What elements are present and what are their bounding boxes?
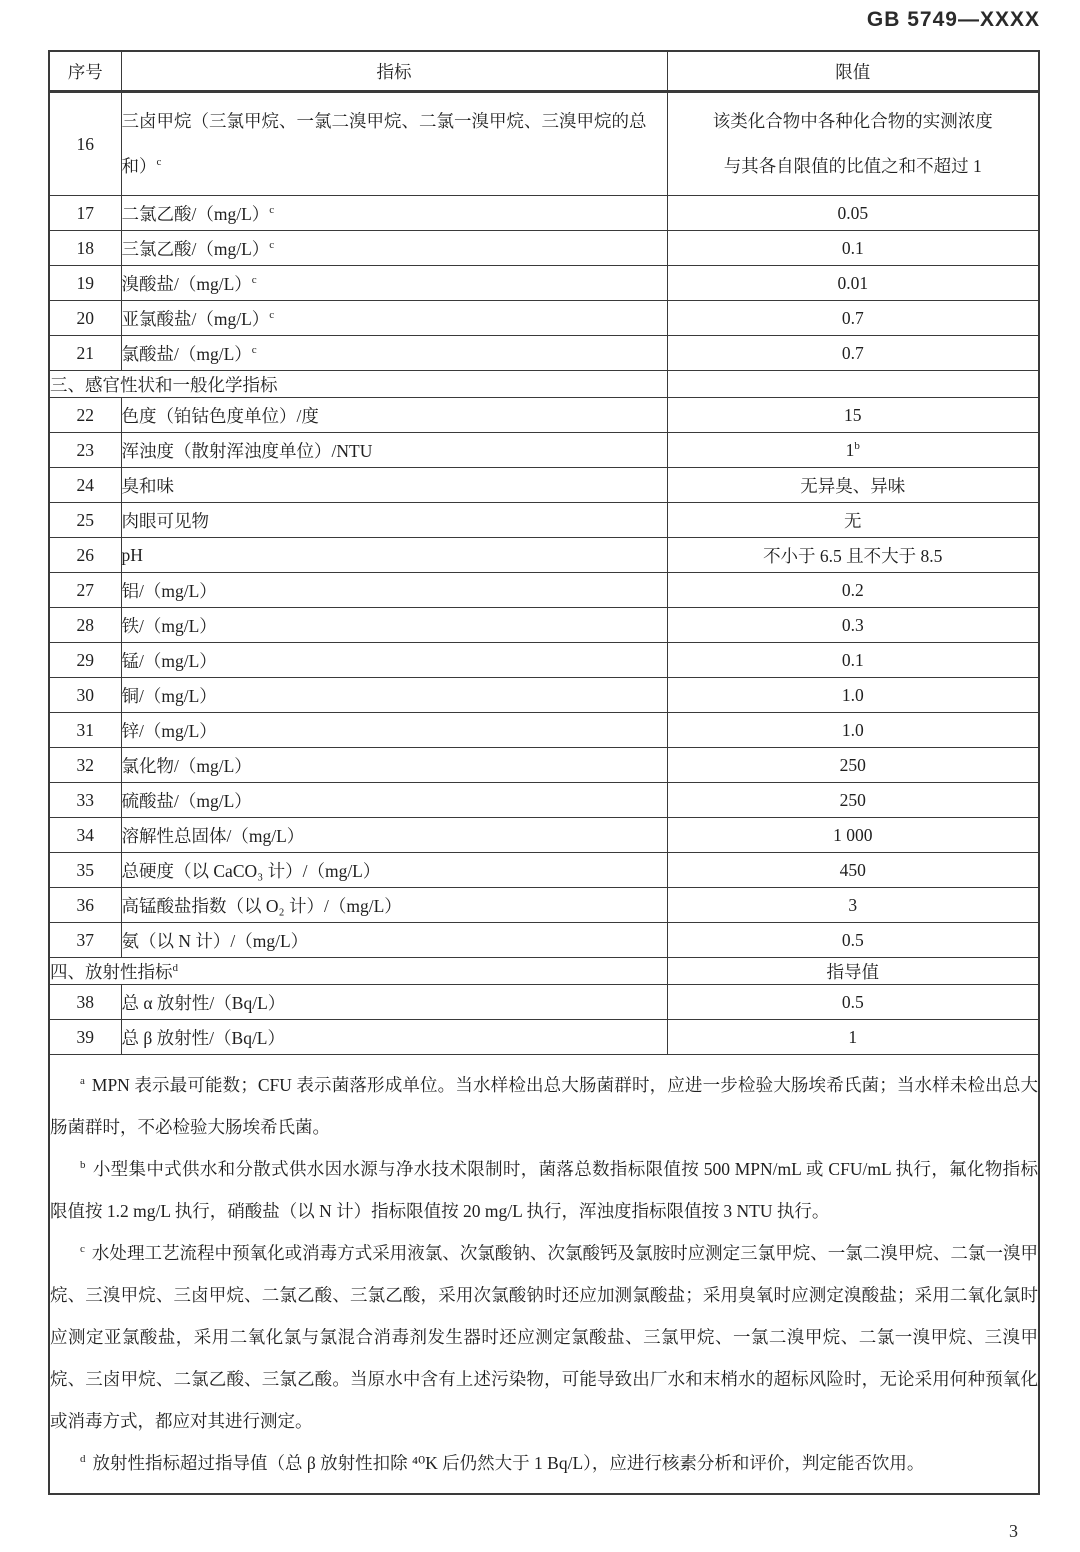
section-label [49, 371, 667, 398]
column-header-limit: 限值 [667, 51, 1039, 92]
limit-cell [667, 783, 1039, 818]
table-row [49, 398, 1039, 433]
indicator-text: 亚氯酸盐/（mg/L） [121, 308, 270, 329]
limit-text: 3 [848, 894, 858, 915]
indicator-text: 氯酸盐/（mg/L） [121, 343, 252, 364]
column-header-no: 序号 [49, 51, 121, 92]
indicator-cell [121, 503, 667, 538]
table-row [49, 748, 1039, 783]
table-row [49, 503, 1039, 538]
table-row [49, 573, 1039, 608]
indicator-cell [121, 853, 667, 888]
indicator-text: 溶解性总固体/（mg/L） [121, 825, 305, 846]
row-number: 33 [49, 783, 121, 818]
limit-text: 250 [839, 754, 866, 775]
limit-text: 该类化合物中各种化合物的实测浓度 与其各自限值的比值之和不超过 1 [712, 111, 993, 176]
table-row [49, 538, 1039, 573]
limit-text: 1.0 [841, 684, 864, 705]
section-limit-label [667, 371, 1039, 398]
indicator-text: 肉眼可见物 [121, 510, 209, 531]
footnote-paragraph [50, 1064, 1038, 1148]
table-row [49, 923, 1039, 958]
limit-text: 1 [845, 439, 855, 460]
indicator-text: pH [121, 544, 143, 565]
indicator-text: 臭和味 [121, 475, 174, 496]
indicator-cell [121, 923, 667, 958]
limit-cell [667, 713, 1039, 748]
table-row [49, 92, 1039, 196]
limit-cell [667, 196, 1039, 231]
limit-text: 0.7 [841, 307, 864, 328]
indicator-text: 高锰酸盐指数（以 O₂ 计）/（mg/L） [121, 895, 402, 916]
row-number: 27 [49, 573, 121, 608]
footnote-marker: c [269, 308, 275, 321]
table-row [49, 608, 1039, 643]
indicator-text: 二氯乙酸/（mg/L） [121, 203, 270, 224]
limit-text: 1.0 [841, 719, 864, 740]
indicator-cell [121, 433, 667, 468]
table-row [49, 853, 1039, 888]
indicator-cell [121, 336, 667, 371]
row-number: 19 [49, 266, 121, 301]
limit-cell [667, 503, 1039, 538]
indicator-text: 锌/（mg/L） [121, 720, 217, 741]
row-number: 38 [49, 985, 121, 1020]
limit-text: 1 000 [833, 824, 873, 845]
limit-text: 0.5 [841, 929, 864, 950]
table-row [49, 985, 1039, 1020]
indicator-cell [121, 1020, 667, 1055]
indicator-cell [121, 678, 667, 713]
indicator-text: 总硬度（以 CaCO₃ 计）/（mg/L） [121, 860, 381, 881]
limit-cell [667, 748, 1039, 783]
limit-cell [667, 398, 1039, 433]
footnote-marker: c [156, 156, 162, 169]
indicator-cell [121, 196, 667, 231]
footnote-row [49, 1055, 1039, 1495]
footnote-marker: c [251, 343, 257, 356]
limit-cell [667, 818, 1039, 853]
row-number: 24 [49, 468, 121, 503]
indicator-cell [121, 231, 667, 266]
limit-text: 15 [844, 404, 862, 425]
table-row [49, 336, 1039, 371]
indicator-cell [121, 92, 667, 196]
indicator-text: 氯化物/（mg/L） [121, 755, 252, 776]
limit-cell [667, 92, 1039, 196]
indicator-cell [121, 266, 667, 301]
limit-cell [667, 678, 1039, 713]
row-number: 17 [49, 196, 121, 231]
limit-text: 0.01 [837, 272, 869, 293]
footnote-marker: b [80, 1159, 86, 1172]
limit-text: 0.3 [841, 614, 864, 635]
indicator-text: 铁/（mg/L） [121, 615, 217, 636]
row-number: 26 [49, 538, 121, 573]
row-number: 35 [49, 853, 121, 888]
indicator-cell [121, 608, 667, 643]
indicator-cell [121, 398, 667, 433]
limit-cell [667, 301, 1039, 336]
section-limit-label: 指导值 [667, 958, 1039, 985]
standard-table-container [48, 50, 1038, 1495]
limit-cell [667, 888, 1039, 923]
indicator-text: 氨（以 N 计）/（mg/L） [121, 930, 309, 951]
indicator-cell [121, 783, 667, 818]
footnote-marker: c [269, 238, 275, 251]
indicator-cell [121, 468, 667, 503]
table-row [49, 1020, 1039, 1055]
indicator-cell [121, 573, 667, 608]
footnote-text: 水处理工艺流程中预氧化或消毒方式采用液氯、次氯酸钠、次氯酸钙及氯胺时应测定三氯甲烷、一氯二溴甲烷、二氯一溴甲烷、三溴甲烷、三卤甲烷、二氯乙酸、三氯乙酸，采用次氯酸钠时还应加测氯酸盐；采用臭氧时应测定溴酸盐；采用二氧化氯时应测定亚氯酸盐，采用二氧化氯与氯混合消毒剂发生器时还应测定氯酸盐、三氯甲烷、一氯二溴甲烷、二氯一溴甲烷、三溴甲烷、三卤甲烷、二氯乙酸、三氯乙酸。当原水中含有上述污染物，可能导致出厂水和末梢水的超标风险时，无论采用何种预氧化或消毒方式，都应对其进行测定。 [50, 1243, 1038, 1431]
limit-text: 不小于 6.5 且不大于 8.5 [763, 545, 943, 566]
table-row [49, 266, 1039, 301]
limit-cell [667, 985, 1039, 1020]
row-number: 16 [49, 92, 121, 196]
limit-cell [667, 538, 1039, 573]
row-number: 31 [49, 713, 121, 748]
indicator-cell [121, 748, 667, 783]
page-number: 3 [1009, 1521, 1018, 1541]
limit-cell [667, 231, 1039, 266]
indicator-text: 总 β 放射性/（Bq/L） [121, 1027, 285, 1048]
limit-text: 无 [844, 510, 862, 531]
limit-text: 0.2 [841, 579, 864, 600]
row-number: 28 [49, 608, 121, 643]
row-number: 22 [49, 398, 121, 433]
footnote-marker: d [172, 961, 178, 974]
indicator-cell [121, 818, 667, 853]
indicator-cell [121, 301, 667, 336]
limit-cell [667, 573, 1039, 608]
limit-cell [667, 468, 1039, 503]
limit-text: 0.1 [841, 649, 864, 670]
limit-cell [667, 336, 1039, 371]
footnote-text: 放射性指标超过指导值（总 β 放射性扣除 ⁴⁰K 后仍然大于 1 Bq/L），应进行核素分析和评价，判定能否饮用。 [92, 1453, 925, 1473]
table-row [49, 468, 1039, 503]
row-number: 32 [49, 748, 121, 783]
table-row [49, 713, 1039, 748]
footnote-marker: a [80, 1075, 85, 1088]
indicator-cell [121, 985, 667, 1020]
limit-text: 0.7 [841, 342, 864, 363]
table-row [49, 433, 1039, 468]
limit-cell [667, 608, 1039, 643]
limit-text: 无异臭、异味 [800, 475, 906, 496]
water-quality-indicator-table [48, 50, 1040, 1495]
limit-text: 0.05 [837, 202, 869, 223]
indicator-text: 总 α 放射性/（Bq/L） [121, 992, 286, 1013]
indicator-cell [121, 888, 667, 923]
table-row [49, 818, 1039, 853]
row-number: 23 [49, 433, 121, 468]
limit-text: 0.1 [841, 237, 864, 258]
indicator-text: 锰/（mg/L） [121, 650, 217, 671]
row-number: 21 [49, 336, 121, 371]
indicator-text: 硫酸盐/（mg/L） [121, 790, 252, 811]
limit-cell [667, 266, 1039, 301]
table-row [49, 196, 1039, 231]
indicator-text: 色度（铂钴色度单位）/度 [121, 405, 319, 426]
footnote-paragraph [50, 1442, 1038, 1484]
row-number: 20 [49, 301, 121, 336]
footnote-marker: c [269, 203, 275, 216]
row-number: 30 [49, 678, 121, 713]
table-row [49, 783, 1039, 818]
indicator-text: 铜/（mg/L） [121, 685, 217, 706]
limit-text: 1 [848, 1026, 858, 1047]
limit-cell [667, 923, 1039, 958]
row-number: 36 [49, 888, 121, 923]
row-number: 25 [49, 503, 121, 538]
table-row [49, 301, 1039, 336]
footnote-marker: c [80, 1243, 85, 1256]
row-number: 34 [49, 818, 121, 853]
section-label-text: 四、放射性指标 [50, 961, 173, 982]
indicator-text: 三卤甲烷（三氯甲烷、一氯二溴甲烷、二氯一溴甲烷、三溴甲烷的总和） [121, 111, 647, 176]
footnotes-block [49, 1055, 1039, 1495]
indicator-text: 浑浊度（散射浑浊度单位）/NTU [121, 440, 373, 461]
table-row [49, 231, 1039, 266]
limit-cell [667, 853, 1039, 888]
section-header-row [49, 371, 1039, 398]
indicator-cell [121, 538, 667, 573]
indicator-text: 铝/（mg/L） [121, 580, 217, 601]
section-label-text: 三、感官性状和一般化学指标 [50, 374, 278, 395]
limit-text: 250 [839, 789, 866, 810]
column-header-indicator: 指标 [121, 51, 667, 92]
doc-code: GB 5749—XXXX [866, 8, 1040, 31]
section-header-row [49, 958, 1039, 985]
limit-cell [667, 433, 1039, 468]
limit-text: 0.5 [841, 991, 864, 1012]
indicator-text: 三氯乙酸/（mg/L） [121, 238, 270, 259]
footnote-marker: c [251, 273, 257, 286]
row-number: 37 [49, 923, 121, 958]
footnote-paragraph [50, 1232, 1038, 1442]
row-number: 39 [49, 1020, 121, 1055]
table-header-row [49, 51, 1039, 92]
section-label [49, 958, 667, 985]
indicator-text: 溴酸盐/（mg/L） [121, 273, 252, 294]
limit-text: 450 [839, 859, 866, 880]
indicator-cell [121, 643, 667, 678]
footnote-marker: d [80, 1453, 86, 1466]
table-row [49, 888, 1039, 923]
table-row [49, 678, 1039, 713]
footnote-paragraph [50, 1148, 1038, 1232]
footnote-marker: b [854, 439, 860, 452]
footnote-text: MPN 表示最可能数；CFU 表示菌落形成单位。当水样检出总大肠菌群时，应进一步检验大肠埃希氏菌；当水样未检出总大肠菌群时，不必检验大肠埃希氏菌。 [50, 1075, 1038, 1137]
footnote-text: 小型集中式供水和分散式供水因水源与净水技术限制时，菌落总数指标限值按 500 MPN/mL 或 CFU/mL 执行，氟化物指标限值按 1.2 mg/L 执行，硝酸盐（以 N 计）指标限值按 20 mg/L 执行，浑浊度指标限值按 3 NTU 执行。 [50, 1159, 1038, 1221]
table-row [49, 643, 1039, 678]
indicator-cell [121, 713, 667, 748]
row-number: 29 [49, 643, 121, 678]
limit-cell [667, 1020, 1039, 1055]
limit-cell [667, 643, 1039, 678]
row-number: 18 [49, 231, 121, 266]
